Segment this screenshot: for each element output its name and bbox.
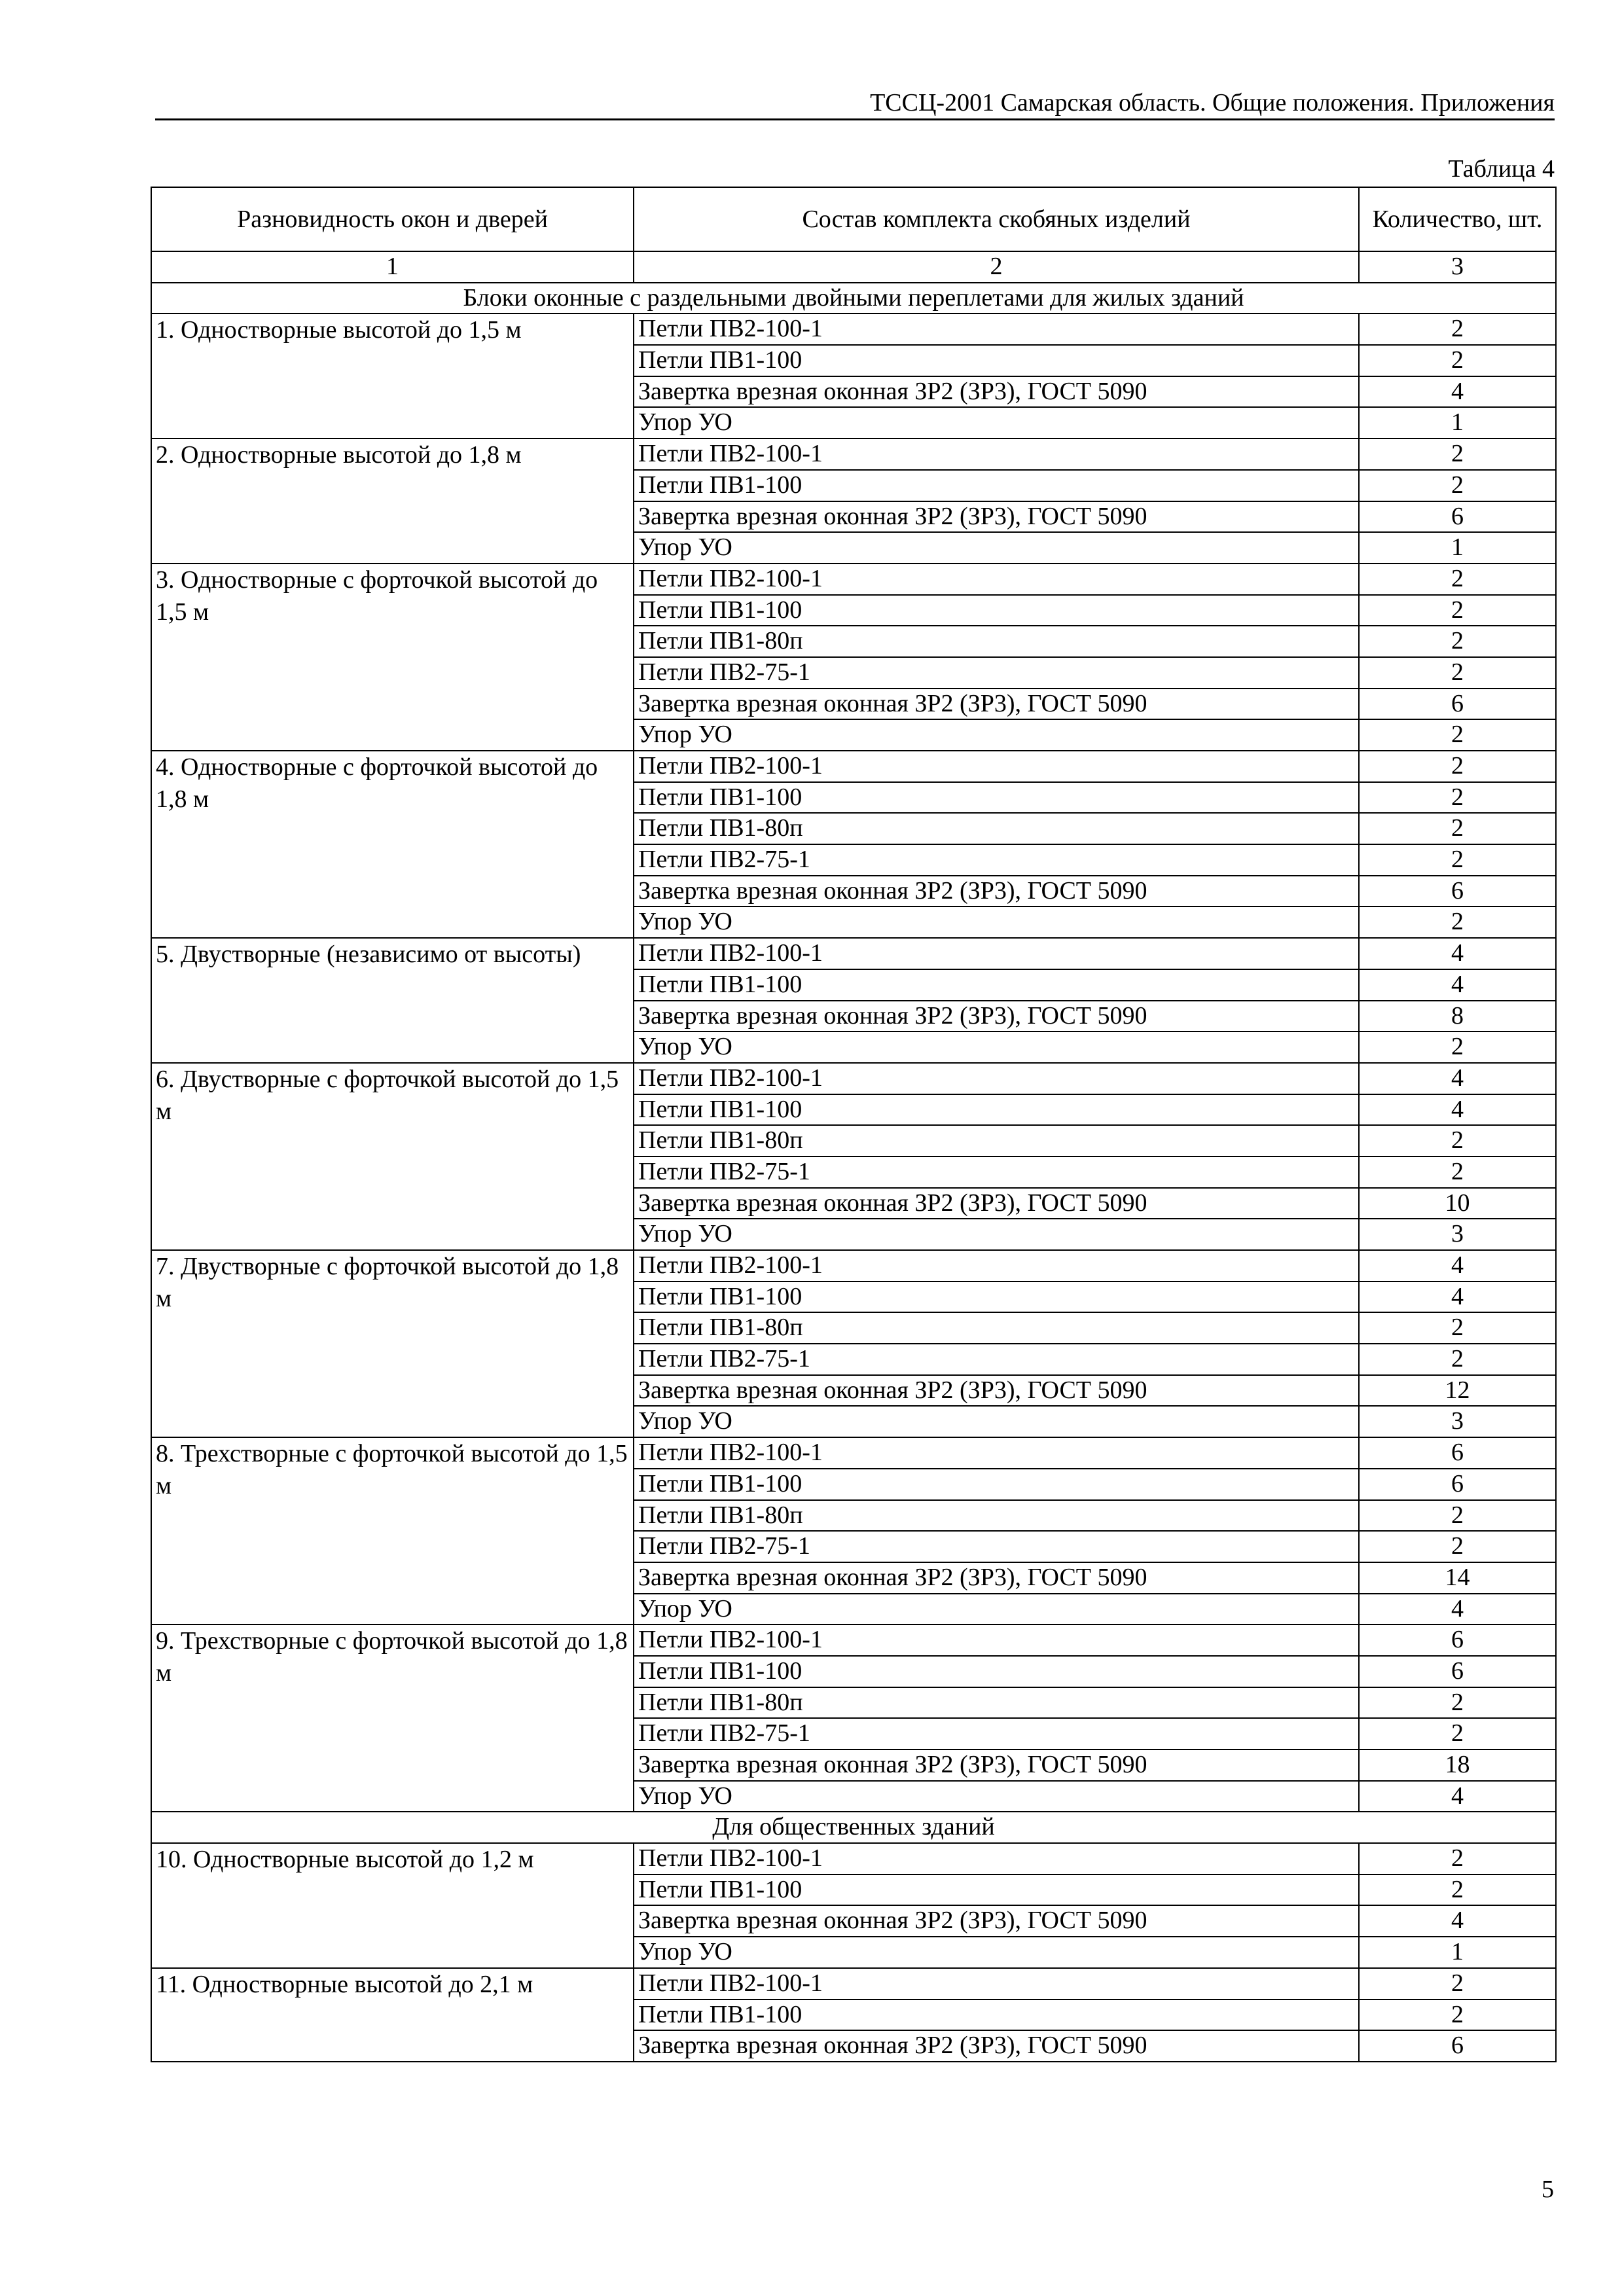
hardware-item-cell: Петли ПВ2-100-1 [634,1437,1359,1469]
page-number: 5 [1542,2176,1554,2203]
hardware-item-cell: Петли ПВ1-100 [634,345,1359,376]
quantity-cell: 4 [1359,1594,1556,1625]
hardware-item-cell: Упор УО [634,407,1359,439]
section-title: Блоки оконные с раздельными двойными переплетами для жилых зданий [151,283,1556,314]
table-body [151,187,1556,2062]
table-row [151,938,1556,969]
hardware-item-cell: Упор УО [634,532,1359,564]
hardware-item-cell: Петли ПВ2-100-1 [634,1968,1359,2000]
quantity-cell: 2 [1359,595,1556,626]
quantity-cell: 2 [1359,345,1556,376]
quantity-cell: 10 [1359,1188,1556,1219]
quantity-cell: 2 [1359,813,1556,844]
quantity-cell: 2 [1359,1031,1556,1063]
quantity-cell: 2 [1359,751,1556,782]
hardware-item-cell: Петли ПВ2-100-1 [634,314,1359,345]
column-number-row [151,251,1556,283]
quantity-cell: 2 [1359,1718,1556,1749]
table-row [151,1437,1556,1469]
table-row [151,1063,1556,1094]
hardware-item-cell: Упор УО [634,1594,1359,1625]
hardware-item-cell: Петли ПВ1-100 [634,470,1359,501]
header-cell-set: Состав комплекта скобяных изделий [634,187,1359,251]
hardware-item-cell: Завертка врезная оконная ЗР2 (ЗР3), ГОСТ 5090 [634,376,1359,408]
hardware-item-cell: Упор УО [634,1219,1359,1250]
quantity-cell: 2 [1359,844,1556,876]
quantity-cell: 4 [1359,1905,1556,1937]
section-title: Для общественных зданий [151,1812,1556,1843]
quantity-cell: 2 [1359,1874,1556,1906]
quantity-cell: 6 [1359,2030,1556,2062]
hardware-item-cell: Петли ПВ2-75-1 [634,1718,1359,1749]
hardware-item-cell: Петли ПВ2-100-1 [634,751,1359,782]
hardware-item-cell: Упор УО [634,1031,1359,1063]
table-row [151,314,1556,345]
hardware-item-cell: Завертка врезная оконная ЗР2 (ЗР3), ГОСТ 5090 [634,1188,1359,1219]
quantity-cell: 4 [1359,938,1556,969]
quantity-cell: 1 [1359,532,1556,564]
quantity-cell: 8 [1359,1001,1556,1032]
hardware-item-cell: Петли ПВ2-100-1 [634,1250,1359,1282]
hardware-item-cell: Завертка врезная оконная ЗР2 (ЗР3), ГОСТ 5090 [634,501,1359,533]
window-type-cell: 10. Одностворные высотой до 1,2 м [151,1843,634,1968]
quantity-cell: 6 [1359,1469,1556,1500]
hardware-item-cell: Петли ПВ2-100-1 [634,1624,1359,1656]
quantity-cell: 2 [1359,470,1556,501]
hardware-item-cell: Завертка врезная оконная ЗР2 (ЗР3), ГОСТ 5090 [634,1905,1359,1937]
quantity-cell: 6 [1359,689,1556,720]
hardware-item-cell: Упор УО [634,719,1359,751]
quantity-cell: 4 [1359,1282,1556,1313]
window-type-cell: 6. Двустворные с форточкой высотой до 1,5 м [151,1063,634,1250]
quantity-cell: 2 [1359,1687,1556,1719]
running-header: ТССЦ-2001 Самарская область. Общие положения. Приложения [870,89,1555,117]
column-number: 3 [1359,251,1556,283]
hardware-item-cell: Упор УО [634,906,1359,938]
table-row [151,1968,1556,2000]
quantity-cell: 2 [1359,906,1556,938]
table-row [151,564,1556,595]
quantity-cell: 3 [1359,1219,1556,1250]
hardware-item-cell: Завертка врезная оконная ЗР2 (ЗР3), ГОСТ 5090 [634,1562,1359,1594]
hardware-item-cell: Петли ПВ2-75-1 [634,1157,1359,1188]
quantity-cell: 4 [1359,1250,1556,1282]
hardware-item-cell: Петли ПВ2-75-1 [634,844,1359,876]
quantity-cell: 6 [1359,1656,1556,1687]
hardware-item-cell: Петли ПВ2-75-1 [634,657,1359,689]
quantity-cell: 2 [1359,2000,1556,2031]
quantity-cell: 4 [1359,376,1556,408]
quantity-cell: 2 [1359,1125,1556,1157]
quantity-cell: 12 [1359,1375,1556,1407]
quantity-cell: 2 [1359,657,1556,689]
quantity-cell: 2 [1359,626,1556,657]
hardware-table [151,187,1557,2062]
window-type-cell: 1. Одностворные высотой до 1,5 м [151,314,634,439]
column-number: 2 [634,251,1359,283]
window-type-cell: 5. Двустворные (независимо от высоты) [151,938,634,1063]
table-row [151,1250,1556,1282]
table-row [151,1624,1556,1656]
quantity-cell: 6 [1359,1624,1556,1656]
quantity-cell: 1 [1359,1937,1556,1968]
header-rule [155,118,1555,120]
window-type-cell: 9. Трехстворные с форточкой высотой до 1,8 м [151,1624,634,1812]
header-cell-type: Разновидность окон и дверей [151,187,634,251]
quantity-cell: 4 [1359,1094,1556,1126]
quantity-cell: 2 [1359,1968,1556,2000]
window-type-cell: 3. Одностворные с форточкой высотой до 1,5 м [151,564,634,751]
table-row [151,1843,1556,1874]
quantity-cell: 2 [1359,1157,1556,1188]
window-type-cell: 11. Одностворные высотой до 2,1 м [151,1968,634,2062]
header-cell-qty: Количество, шт. [1359,187,1556,251]
quantity-cell: 6 [1359,1437,1556,1469]
hardware-item-cell: Петли ПВ1-100 [634,2000,1359,2031]
hardware-item-cell: Упор УО [634,1781,1359,1812]
quantity-cell: 4 [1359,1781,1556,1812]
quantity-cell: 1 [1359,407,1556,439]
hardware-item-cell: Завертка врезная оконная ЗР2 (ЗР3), ГОСТ 5090 [634,1001,1359,1032]
hardware-item-cell: Петли ПВ1-100 [634,1656,1359,1687]
hardware-item-cell: Петли ПВ1-100 [634,1469,1359,1500]
table-label: Таблица 4 [1448,155,1555,183]
hardware-item-cell: Петли ПВ2-100-1 [634,1843,1359,1874]
hardware-item-cell: Петли ПВ1-100 [634,969,1359,1001]
hardware-item-cell: Петли ПВ2-100-1 [634,938,1359,969]
window-type-cell: 7. Двустворные с форточкой высотой до 1,8 м [151,1250,634,1437]
quantity-cell: 3 [1359,1406,1556,1437]
quantity-cell: 6 [1359,876,1556,907]
hardware-item-cell: Петли ПВ1-100 [634,782,1359,814]
table-row [151,439,1556,470]
quantity-cell: 4 [1359,1063,1556,1094]
quantity-cell: 2 [1359,439,1556,470]
window-type-cell: 8. Трехстворные с форточкой высотой до 1,5 м [151,1437,634,1624]
section-row [151,283,1556,314]
hardware-item-cell: Петли ПВ1-100 [634,1874,1359,1906]
hardware-item-cell: Завертка врезная оконная ЗР2 (ЗР3), ГОСТ 5090 [634,1749,1359,1781]
hardware-item-cell: Петли ПВ2-100-1 [634,1063,1359,1094]
hardware-item-cell: Завертка врезная оконная ЗР2 (ЗР3), ГОСТ 5090 [634,689,1359,720]
hardware-item-cell: Завертка врезная оконная ЗР2 (ЗР3), ГОСТ 5090 [634,1375,1359,1407]
quantity-cell: 2 [1359,1344,1556,1375]
quantity-cell: 2 [1359,314,1556,345]
quantity-cell: 2 [1359,564,1556,595]
hardware-item-cell: Петли ПВ1-80п [634,1687,1359,1719]
column-number: 1 [151,251,634,283]
hardware-item-cell: Петли ПВ1-80п [634,626,1359,657]
hardware-item-cell: Петли ПВ1-100 [634,1094,1359,1126]
table-row [151,751,1556,782]
quantity-cell: 2 [1359,782,1556,814]
hardware-item-cell: Завертка врезная оконная ЗР2 (ЗР3), ГОСТ 5090 [634,876,1359,907]
hardware-item-cell: Петли ПВ1-100 [634,1282,1359,1313]
quantity-cell: 2 [1359,1312,1556,1344]
quantity-cell: 18 [1359,1749,1556,1781]
quantity-cell: 14 [1359,1562,1556,1594]
window-type-cell: 4. Одностворные с форточкой высотой до 1,8 м [151,751,634,938]
hardware-item-cell: Завертка врезная оконная ЗР2 (ЗР3), ГОСТ 5090 [634,2030,1359,2062]
quantity-cell: 2 [1359,1531,1556,1562]
section-row [151,1812,1556,1843]
quantity-cell: 2 [1359,719,1556,751]
hardware-item-cell: Петли ПВ1-80п [634,1312,1359,1344]
hardware-item-cell: Петли ПВ1-100 [634,595,1359,626]
table-header-row [151,187,1556,251]
hardware-item-cell: Упор УО [634,1937,1359,1968]
window-type-cell: 2. Одностворные высотой до 1,8 м [151,439,634,564]
quantity-cell: 6 [1359,501,1556,533]
hardware-item-cell: Петли ПВ2-75-1 [634,1344,1359,1375]
hardware-item-cell: Упор УО [634,1406,1359,1437]
quantity-cell: 4 [1359,969,1556,1001]
quantity-cell: 2 [1359,1843,1556,1874]
hardware-item-cell: Петли ПВ1-80п [634,1125,1359,1157]
quantity-cell: 2 [1359,1500,1556,1532]
hardware-item-cell: Петли ПВ2-100-1 [634,439,1359,470]
hardware-item-cell: Петли ПВ1-80п [634,813,1359,844]
hardware-item-cell: Петли ПВ1-80п [634,1500,1359,1532]
hardware-item-cell: Петли ПВ2-75-1 [634,1531,1359,1562]
hardware-item-cell: Петли ПВ2-100-1 [634,564,1359,595]
